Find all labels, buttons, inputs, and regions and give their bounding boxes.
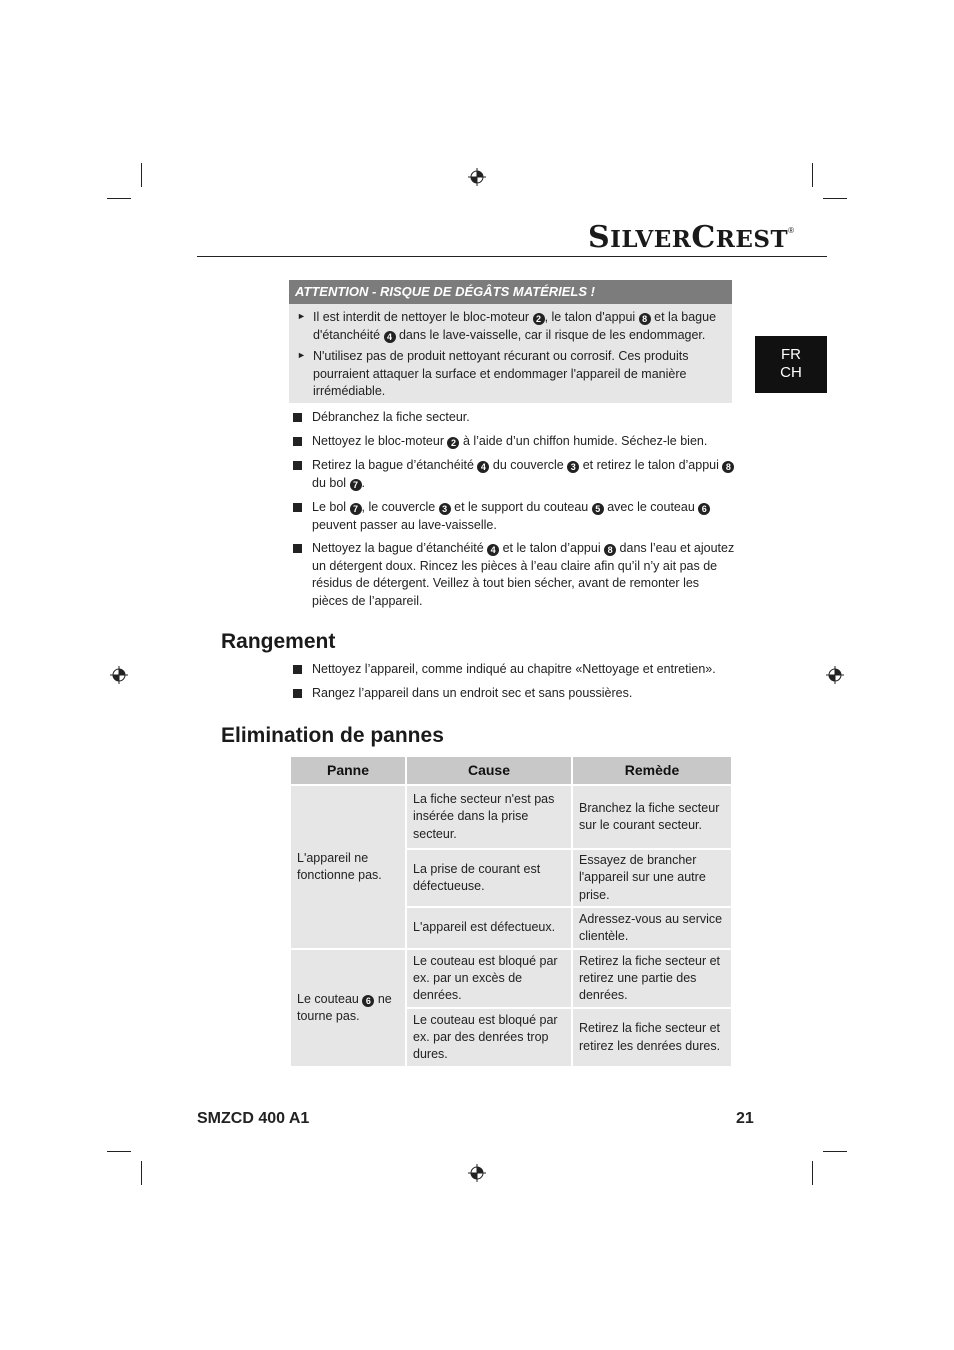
table-cell-panne: Le couteau 6 ne tourne pas.	[291, 950, 405, 1066]
brand-logo: SILVERCREST®	[588, 220, 795, 255]
list-item: Le bol 7 , le couvercle 3 et le support du couteau 5 avec le couteau 6 peuvent passer au lave-vaisselle.	[312, 499, 736, 534]
square-bullet-icon	[293, 544, 302, 553]
table-header-panne: Panne	[291, 757, 405, 784]
page-number: 21	[736, 1110, 754, 1127]
header-rule	[197, 256, 827, 257]
list-item: Nettoyez le bloc-moteur 2 à l’aide d’un chiffon humide. Séchez-le bien.	[312, 434, 708, 448]
arrow-bullet-icon: ►	[297, 350, 306, 360]
table-cell-cause: Le couteau est bloqué par ex. par un excès de denrées.	[407, 950, 571, 1007]
table-cell-remede: Retirez la fiche secteur et retirez une partie des denrées.	[573, 950, 731, 1007]
crop-mark	[812, 163, 813, 187]
registration-mark-icon	[826, 666, 844, 684]
square-bullet-icon	[293, 437, 302, 446]
table-header-remede: Remède	[573, 757, 731, 784]
attention-item: Il est interdit de nettoyer le bloc-moteur 2 , le talon d'appui 8 et la bague d'étanchéité 4 dans le lave-vaisselle, car il risque de les endommager.	[313, 310, 717, 342]
arrow-bullet-icon: ►	[297, 311, 306, 321]
attention-item: N'utilisez pas de produit nettoyant récurant ou corrosif. Ces produits pourraient attaquer la surface et endommager l'appareil de manière irrémédiable.	[313, 349, 689, 398]
table-cell-cause: La fiche secteur n'est pas insérée dans la prise secteur.	[407, 786, 571, 848]
square-bullet-icon	[293, 665, 302, 674]
list-item: Nettoyez l’appareil, comme indiqué au chapitre «Nettoyage et entretien».	[312, 662, 716, 676]
attention-title: ATTENTION - RISQUE DE DÉGÂTS MATÉRIELS !	[289, 280, 732, 304]
square-bullet-icon	[293, 413, 302, 422]
list-item: Retirez la bague d’étanchéité 4 du couvercle 3 et retirez le talon d’appui 8 du bol 7 .	[312, 457, 736, 492]
crop-mark	[141, 163, 142, 187]
table-cell-remede: Essayez de brancher l'appareil sur une autre prise.	[573, 850, 731, 906]
registration-mark-icon	[468, 168, 486, 186]
crop-mark	[141, 1161, 142, 1185]
crop-mark	[823, 1151, 847, 1152]
list-item: Nettoyez la bague d’étanchéité 4 et le talon d’appui 8 dans l’eau et ajoutez un détergent doux. Rincez les pièces à l’eau claire afin qu’il n’y ait pas de résidus de détergent. Veillez à tout bien sécher, avant de remonter les pièces de l’appareil.	[312, 541, 735, 608]
crop-mark	[107, 1151, 131, 1152]
list-item: Débranchez la fiche secteur.	[312, 410, 470, 424]
square-bullet-icon	[293, 503, 302, 512]
section-heading-pannes: Elimination de pannes	[221, 724, 444, 747]
language-code-fr: FR	[781, 346, 801, 363]
table-cell-cause: La prise de courant est défectueuse.	[407, 850, 571, 906]
crop-mark	[812, 1161, 813, 1185]
list-item: Rangez l’appareil dans un endroit sec et sans poussières.	[312, 686, 633, 700]
square-bullet-icon	[293, 689, 302, 698]
table-cell-panne: L'appareil ne fonctionne pas.	[291, 786, 405, 948]
table-cell-remede: Retirez la fiche secteur et retirez les denrées dures.	[573, 1009, 731, 1066]
table-cell-remede: Adressez-vous au service clientèle.	[573, 908, 731, 948]
crop-mark	[107, 198, 131, 199]
table-cell-cause: Le couteau est bloqué par ex. par des denrées trop dures.	[407, 1009, 571, 1066]
registration-mark-icon	[110, 666, 128, 684]
table-header-cause: Cause	[407, 757, 571, 784]
crop-mark	[823, 198, 847, 199]
table-cell-cause: L'appareil est défectueux.	[407, 908, 571, 948]
table-cell-remede: Branchez la fiche secteur sur le courant secteur.	[573, 786, 731, 848]
square-bullet-icon	[293, 461, 302, 470]
model-number: SMZCD 400 A1	[197, 1110, 310, 1127]
language-code-ch: CH	[780, 364, 802, 381]
registration-mark-icon	[468, 1164, 486, 1182]
language-tab	[755, 336, 827, 393]
section-heading-rangement: Rangement	[221, 630, 336, 653]
